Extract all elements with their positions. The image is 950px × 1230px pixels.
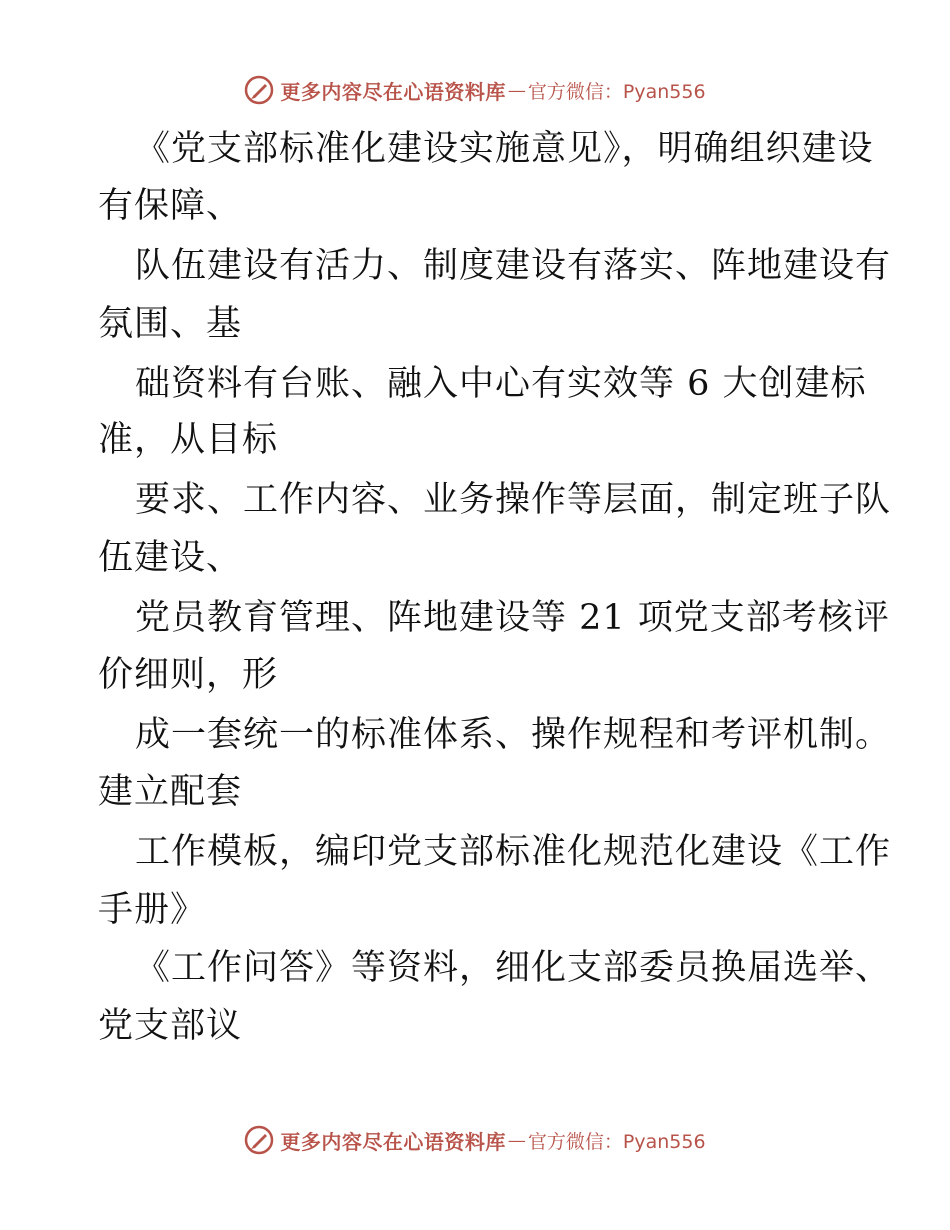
watermark-contact: 官方微信：Pyan556 (527, 1130, 706, 1153)
body-line: 成一套统一的标准体系、操作规程和考评机制。 (135, 715, 892, 755)
watermark-dash: — (507, 1129, 526, 1151)
body-line: 要求、工作内容、业务操作等层面，制定班子队 (135, 480, 892, 520)
watermark-contact: 官方微信：Pyan556 (527, 80, 706, 103)
body-line: 伍建设、 (98, 538, 243, 578)
body-line: 党员教育管理、阵地建设等 21 项党支部考核评 (135, 598, 890, 638)
body-line: 《工作问答》等资料，细化支部委员换届选举、 (135, 948, 892, 988)
body-line: 价细则，形 (98, 655, 279, 695)
body-line: 建立配套 (98, 772, 243, 812)
body-line: 础资料有台账、融入中心有实效等 6 大创建标 (135, 364, 867, 404)
quill-logo-icon (244, 1125, 274, 1155)
body-line: 队伍建设有活力、制度建设有落实、阵地建设有 (135, 246, 892, 286)
body-line: 手册》 (98, 890, 207, 930)
watermark-text: 更多内容尽在心语资料库 (280, 79, 506, 104)
body-line: 党支部议 (98, 1006, 243, 1046)
watermark-dash: — (507, 79, 526, 101)
footer-watermark (0, 1120, 950, 1160)
watermark-text: 更多内容尽在心语资料库 (280, 1129, 506, 1154)
body-line: 《党支部标准化建设实施意见》，明确组织建设 (135, 129, 874, 169)
body-line: 有保障、 (98, 186, 243, 226)
body-line: 工作模板，编印党支部标准化规范化建设《工作 (135, 832, 892, 872)
body-line: 准，从目标 (98, 420, 279, 460)
body-line: 氛围、基 (98, 304, 243, 344)
